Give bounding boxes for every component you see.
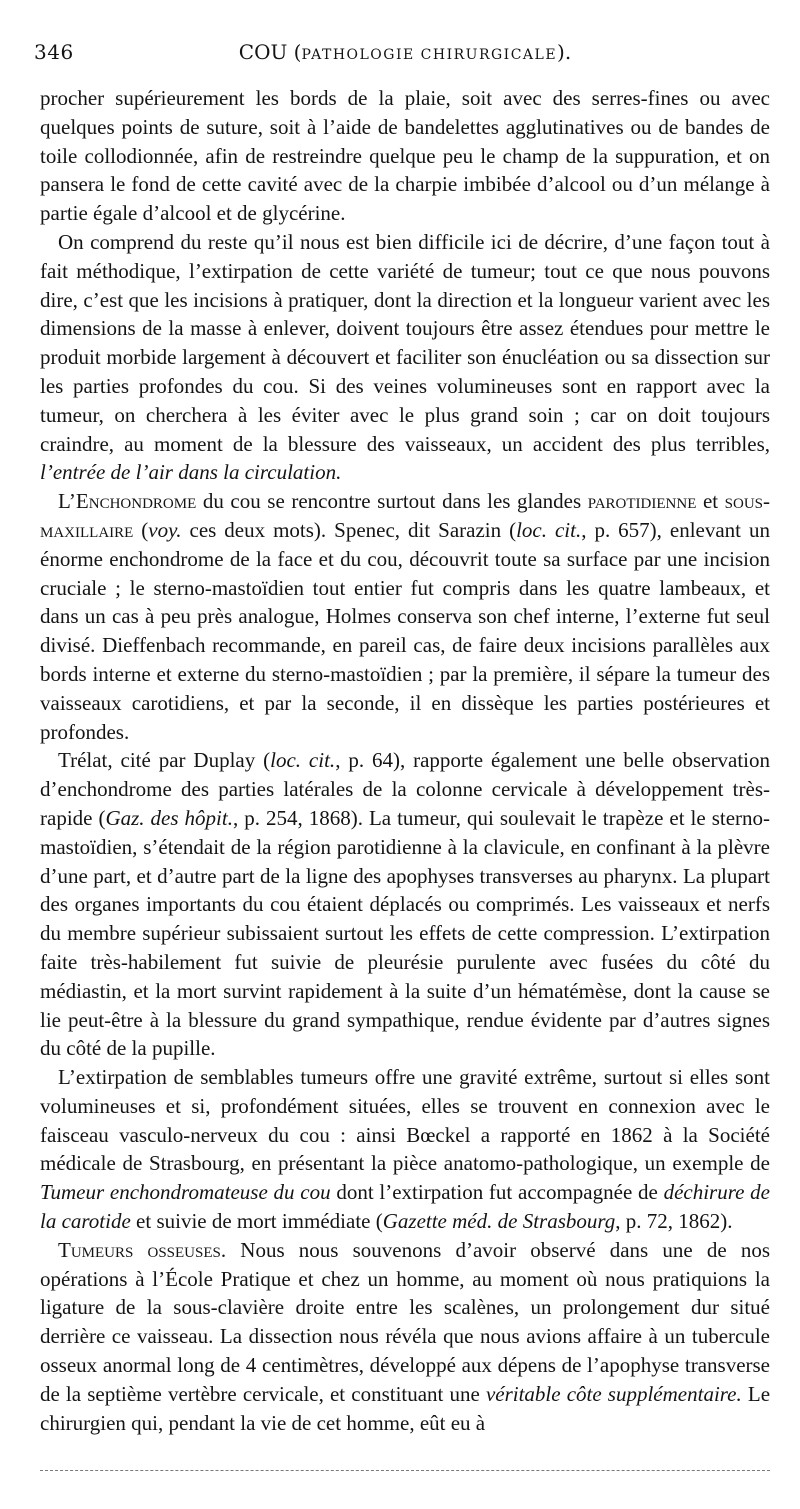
- text-span: ces deux mots). Spenec, dit Sarazin (: [181, 517, 517, 542]
- paragraph-enchondrome: [40, 487, 770, 746]
- running-title-subject: PATHOLOGIE CHIRURGICALE: [301, 47, 558, 63]
- running-title: [40, 40, 770, 64]
- italic-span: loc. cit.: [516, 517, 582, 542]
- italic-span: Gaz. des hôpit.: [105, 805, 233, 830]
- text-span: du cou se rencontre surtout dans les glandes: [196, 489, 588, 514]
- paragraph-2-text: On comprend du reste qu’il nous est bien difficile ici de décrire, d’une façon tout à fait méthodique, l’extirpation de cette variété de tumeur; tout ce que nous pouvons dire, c’est que les incisions à pratiquer, dont la direction et la longueur varient avec les dimensions de la masse à enlever, doivent toujours être assez étendues pour mettre le produit morbide largement à découvert et faciliter son énucléation ou sa dissection sur les parties profondes du cou. Si des veines volumineuses sont en rapport avec la tumeur, on cherchera à les éviter avec le plus grand soin ; car on doit toujours craindre, au moment de la blessure des vaisseaux, un accident des plus terribles,: [40, 229, 770, 456]
- text-span: et: [696, 489, 725, 514]
- running-title-open: (: [287, 40, 302, 64]
- italic-span: loc. cit.: [270, 748, 336, 773]
- italic-span: véritable côte supplémentaire.: [485, 1381, 742, 1406]
- running-title-close: ).: [557, 40, 572, 64]
- text-span: , p. 657), enlevant un énorme enchondrome de la face et du cou, découvrit toute sa surface par une incision cruciale ; le sterno-mastoïdien tout entier fut compris dans les quatre lambeaux, et dans un cas à peu près analogue, Holmes conserva son chef interne, l’externe fut seul divisé. Dieffenbach recommande, en pareil cas, de faire deux incisions parallèles aux bords interne et externe du sterno-mastoïdien ; par la première, il sépare la tumeur des vaisseaux carotidiens, et par la seconde, il en dissèque les parties postérieures et profondes.: [40, 517, 770, 744]
- text-span: (: [133, 517, 149, 542]
- text-span: L’extirpation de semblables tumeurs offre une gravité extrême, surtout si elles sont volumineuses et si, profondément situées, elles se trouvent en connexion avec le faisceau vasculo-nerveux du cou : ainsi Bœckel a rapporté en 1862 à la Société médicale de Strasbourg, en présentant la pièce anatomo-pathologique, un exemple de: [40, 1065, 770, 1176]
- paragraph-extirpation: [40, 1063, 770, 1236]
- paragraph-trelat: [40, 746, 770, 1063]
- paragraph-2: [40, 228, 770, 487]
- paragraph-1: procher supérieurement les bords de la plaie, soit avec des serres-fines ou avec quelques points de suture, soit à l’aide de bandelettes agglutinatives ou de bandes de toile collodionnée, afin de restreindre quelque peu le champ de la suppuration, et on pansera le fond de cette cavité avec de la charpie imbibée d’alcool ou d’un mélange à partie égale d’alcool et de glycérine.: [40, 86, 770, 226]
- section-term-enchondrome: Enchondrome: [75, 489, 197, 514]
- text-span: Le chirurgien qui, pendant la vie de cet homme, eût eu à: [40, 1381, 771, 1435]
- footer-rule: [40, 1470, 770, 1471]
- italic-span: Tumeur enchondromateuse du cou: [40, 1180, 331, 1205]
- cross-ref-sous-maxillaire: sous-maxillaire: [40, 489, 771, 542]
- running-title-main: COU: [238, 40, 288, 64]
- text-span: , p. 254, 1868). La tumeur, qui soulevait le trapèze et le sterno-mastoïdien, s’étendait de la région parotidienne à la clavicule, en confinant à la plèvre d’une part, et d’autre part de la ligne des apophyses transverses au pharynx. La plupart des organes importants du cou étaient déplacés ou comprimés. Les vaisseaux et nerfs du membre supérieur subissaient surtout les effets de cette compression. L’extirpation faite très-habilement fut suivie de pleurésie purulente avec fusées du côté du médiastin, et la mort survint rapidement à la suite d’un hématémèse, dont la cause se lie peut-être à la blessure du grand sympathique, rendue évidente par d’autres signes du côté de la pupille.: [40, 805, 771, 1061]
- text-span: Nous nous souvenons d’avoir observé dans une de nos opérations à l’École Pratique et chez un homme, au moment où nous pratiquions la ligature de la sous-clavière droite entre les scalènes, un prolongement dur situé derrière ce vaisseau. La dissection nous révéla que nous avions affaire à un tubercule osseux anormal long de 4 centimètres, développé aux dépens de l’apophyse transverse de la septième vertèbre cervicale, et constituant une: [40, 1237, 771, 1406]
- text-span: dont l’extirpation fut accompagnée de: [330, 1180, 664, 1205]
- italic-span: déchirure de la carotide: [40, 1180, 771, 1234]
- cross-ref-parotidienne: parotidienne: [587, 489, 697, 514]
- section-heading-tumeurs-osseuses: Tumeurs osseuses.: [58, 1237, 227, 1262]
- text-span: , p. 72, 1862).: [615, 1209, 733, 1234]
- paragraph-tumeurs-osseuses: [40, 1236, 770, 1438]
- page-number: 346: [34, 40, 74, 64]
- body-text: [40, 84, 770, 1437]
- text-span: Trélat, cité par Duplay (: [58, 748, 271, 773]
- italic-span: voy.: [148, 517, 182, 542]
- text-span: , p. 64), rapporte également une belle observation d’enchondrome des parties latérales de la colonne cervicale à développement très-rapide (: [40, 748, 770, 830]
- text-span: L’: [58, 489, 76, 514]
- paragraph-2-italic: l’entrée de l’air dans la circulation.: [40, 460, 342, 485]
- running-head: [34, 40, 770, 68]
- text-span: et suivie de mort immédiate (: [130, 1209, 383, 1234]
- italic-span: Gazette méd. de Strasbourg: [382, 1209, 616, 1234]
